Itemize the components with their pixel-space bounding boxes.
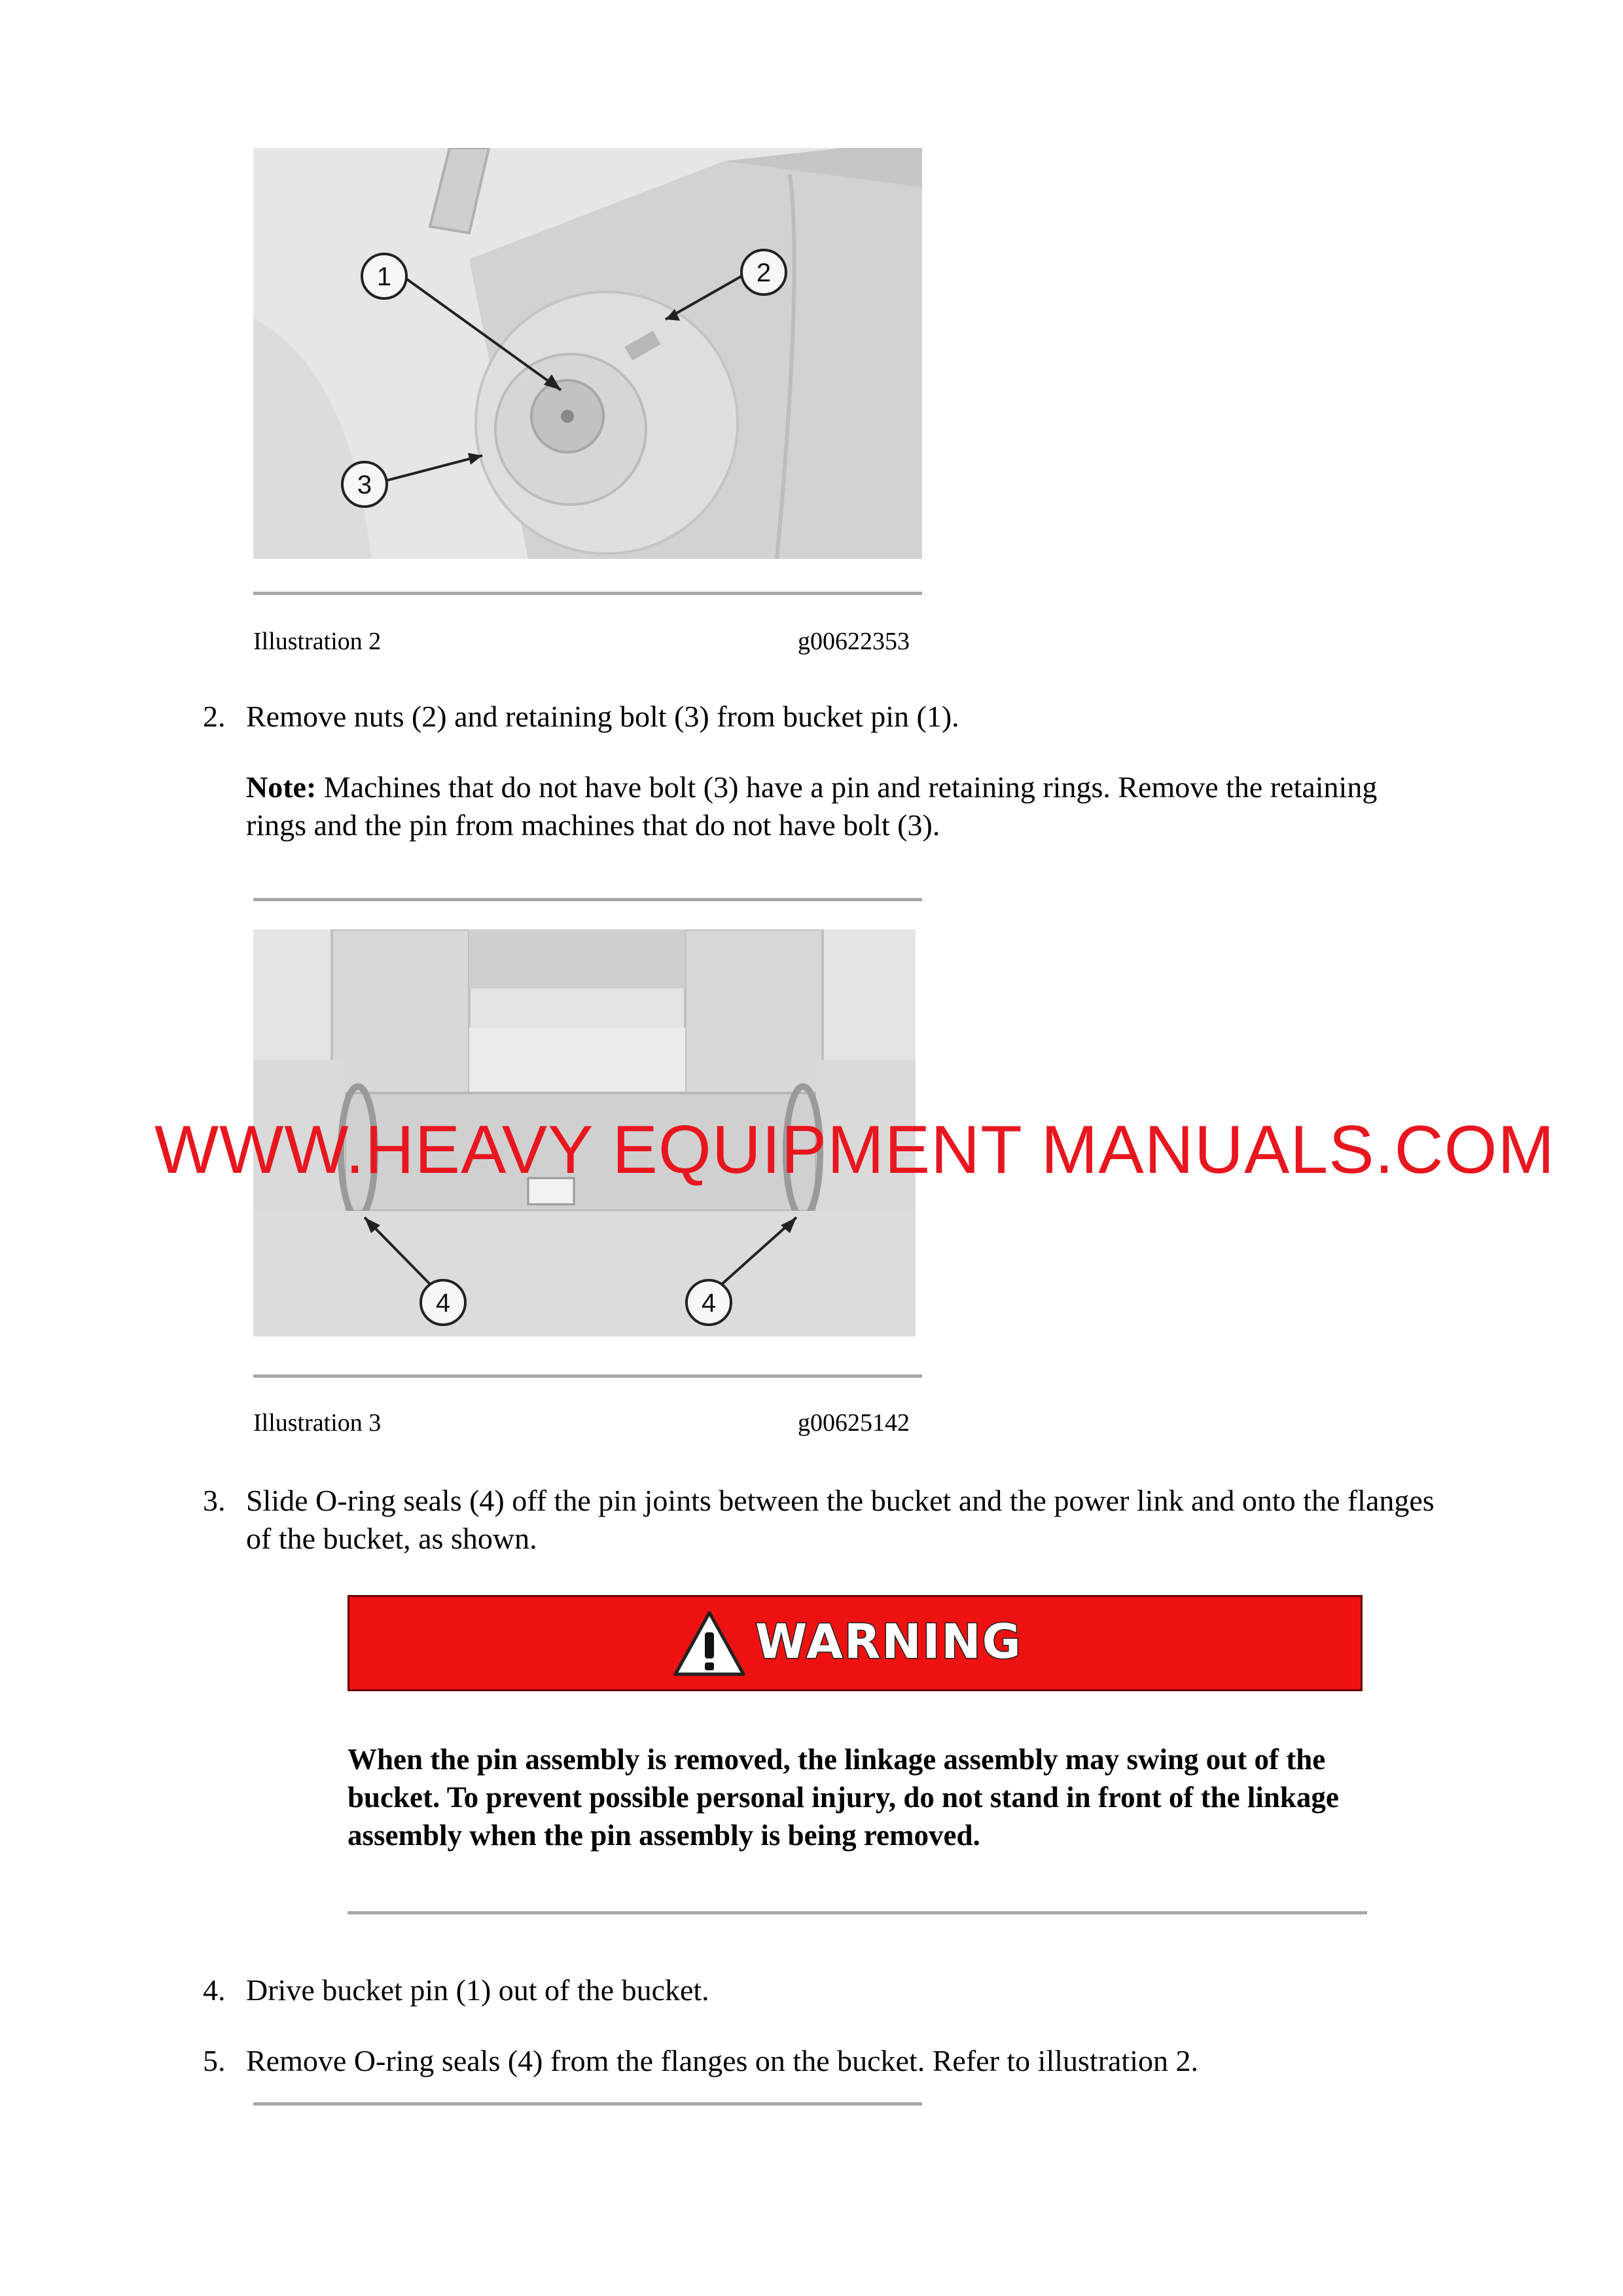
step-4 (203, 1971, 1424, 2009)
step-4-text: Drive bucket pin (1) out of the bucket. (246, 1973, 709, 2007)
step-3 (203, 1482, 1457, 1558)
callout-4-right: 4 (701, 1289, 717, 1318)
step-2-text: Remove nuts (2) and retaining bolt (3) from bucket pin (1). (246, 700, 959, 733)
illustration-2-photo (253, 148, 922, 559)
callout-2: 2 (756, 259, 772, 287)
note-text: Machines that do not have bolt (3) have a pin and retaining rings. Remove the retaining rings and the pin from machines that do not have bolt (3). (246, 770, 1378, 842)
note-paragraph (246, 768, 1385, 844)
callout-4-left: 4 (435, 1289, 451, 1318)
step-3-number: 3. (203, 1484, 226, 1517)
step-3-text: Slide O-ring seals (4) off the pin joints between the bucket and the power link and onto the flanges of the bucket, as shown. (246, 1484, 1435, 1555)
step-2-number: 2. (203, 700, 226, 733)
step-4-number: 4. (203, 1973, 226, 2007)
callout-1: 1 (376, 262, 392, 291)
callout-3: 3 (357, 471, 372, 499)
step-5-text: Remove O-ring seals (4) from the flanges on the bucket. Refer to illustration 2. (246, 2044, 1198, 2077)
rule-figure-3-bottom (253, 1374, 922, 1378)
illustration-2-id: g00622353 (798, 628, 910, 655)
watermark: WWW.HEAVY EQUIPMENT MANUALS.COM (154, 1112, 1556, 1188)
illustration-3-label: Illustration 3 (253, 1409, 382, 1437)
rule-warning-bottom (348, 1911, 1367, 1914)
illustration-3-id: g00625142 (798, 1409, 910, 1437)
rule-figure-2-bottom (253, 592, 922, 595)
warning-triangle-icon (673, 1609, 746, 1678)
warning-message: When the pin assembly is removed, the linkage assembly may swing out of the bucket. To prevent possible personal injury, do not stand in front of the linkage assembly when the pin assembly is being removed. (348, 1743, 1339, 1852)
warning-banner (348, 1595, 1363, 1691)
warning-label: WARNING (755, 1614, 1022, 1669)
rule-figure-3-top (253, 898, 922, 901)
step-2 (203, 698, 1424, 736)
note-label: Note: (246, 770, 317, 804)
bucket-pin-photo-graphic (253, 148, 922, 559)
rule-page-bottom (253, 2102, 922, 2106)
step-5 (203, 2042, 1457, 2080)
step-5-number: 5. (203, 2044, 226, 2077)
illustration-2-label: Illustration 2 (253, 628, 382, 655)
